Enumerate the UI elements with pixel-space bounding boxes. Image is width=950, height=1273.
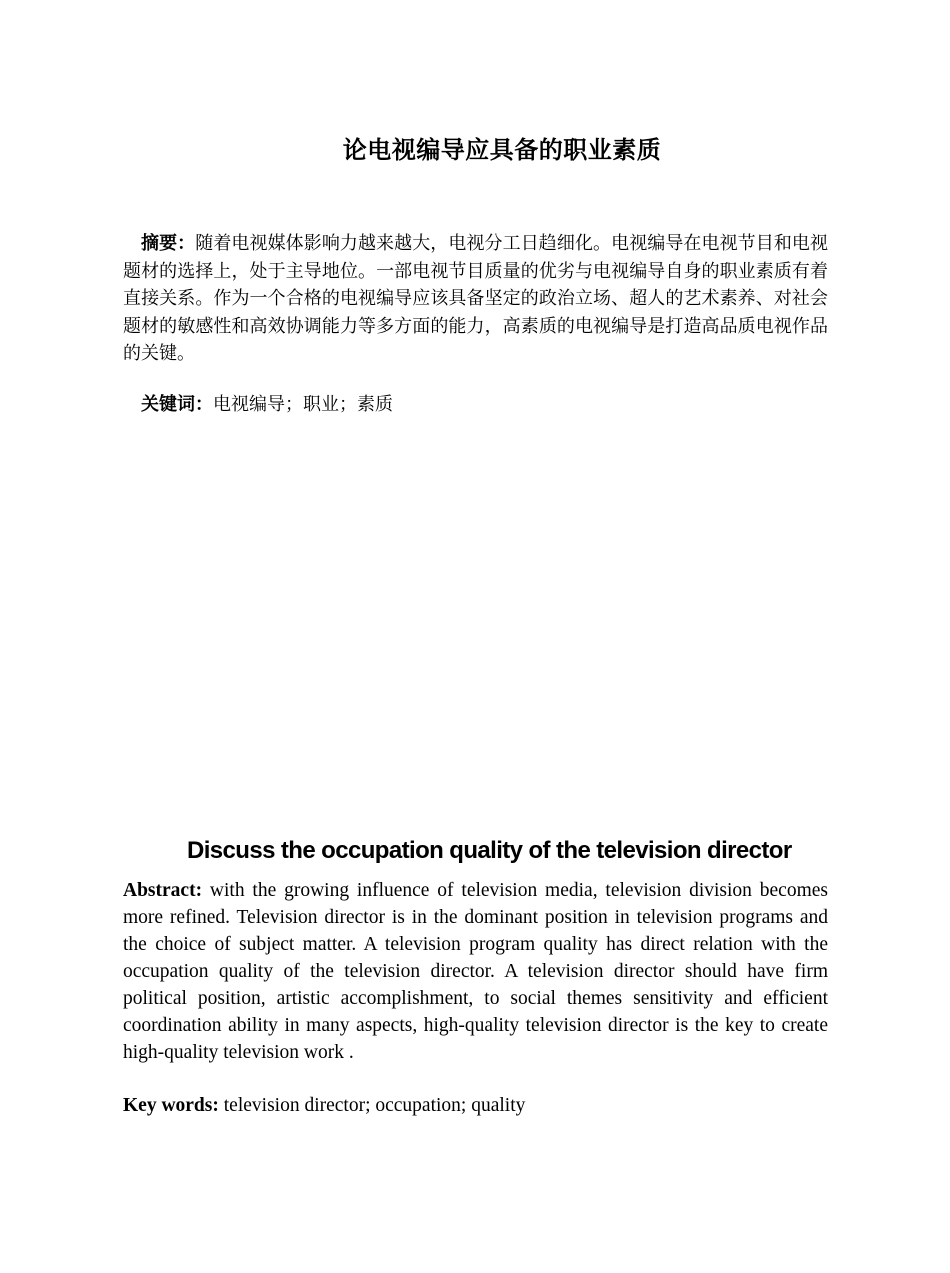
chinese-abstract-text: 随着电视媒体影响力越来越大，电视分工日趋细化。电视编导在电视节目和电视题材的选择上，处于主导地位。一部电视节目质量的优劣与电视编导自身的职业素质有着直接关系。作为一个合格的电视编导应该具备坚定的政治立场、超人的艺术素养、对社会题材的敏感性和高效协调能力等多方面的能力，高素质的电视编导是打造高品质电视作品的关键。 (123, 233, 829, 364)
english-title: Discuss the occupation quality of the television director (187, 837, 792, 864)
english-keywords-text: television director; occupation; quality (218, 1095, 526, 1116)
chinese-title: 论电视编导应具备的职业素质 (342, 136, 662, 164)
chinese-keywords-text: 电视编导；职业；素质 (213, 394, 393, 415)
chinese-abstract (123, 230, 828, 368)
english-keywords (123, 1092, 525, 1119)
english-abstract-label: Abstract: (123, 880, 203, 901)
english-abstract (123, 877, 828, 1066)
english-keywords-label: Key words: (123, 1095, 219, 1116)
english-abstract-text: with the growing influence of television media, television division becomes more refined. Television director is in the dominant position in television programs and the choice of subject matter. A television program quality has direct relation with the occupation quality of the television director. A television director should have firm political position, artistic accomplishment, to social themes sensitivity and efficient coordination ability in many aspects, high-quality television director is the key to create high-quality television work . (123, 880, 828, 1063)
chinese-abstract-label: 摘要： (141, 233, 196, 254)
chinese-keywords (141, 391, 393, 419)
chinese-keywords-label: 关键词： (141, 394, 213, 415)
